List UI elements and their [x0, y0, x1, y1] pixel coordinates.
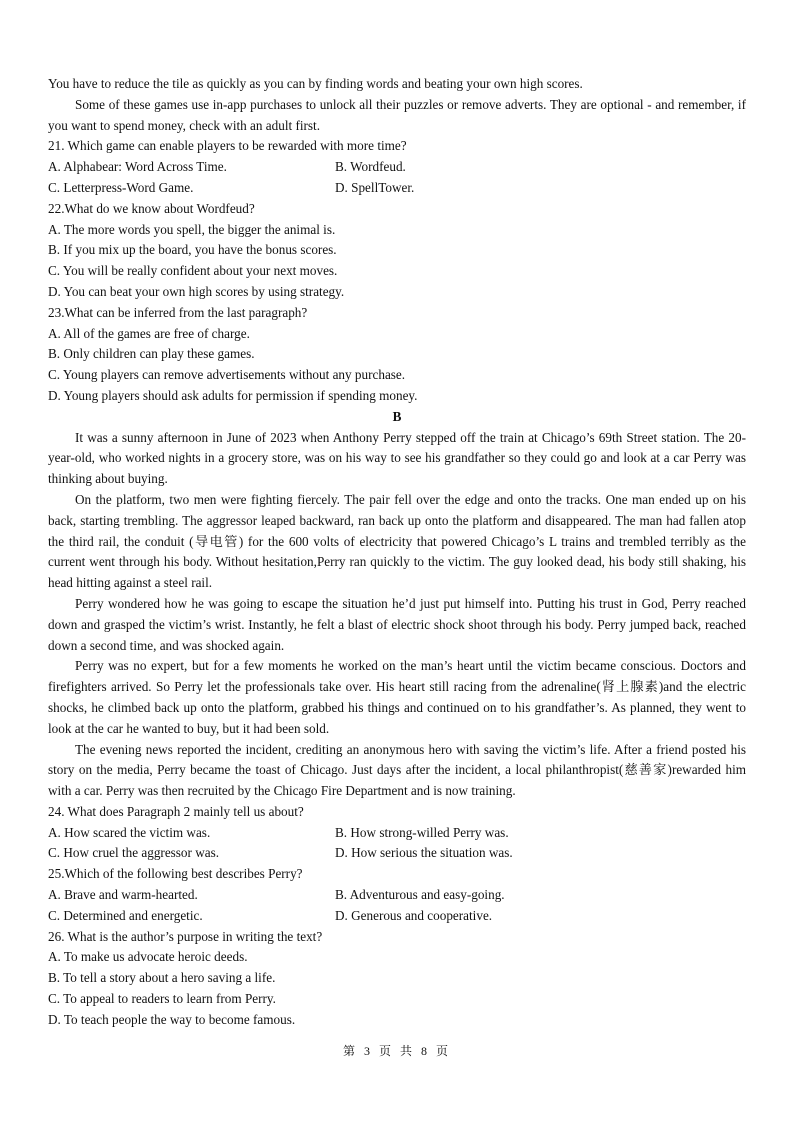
option-a: A. Alphabear: Word Across Time. [48, 159, 227, 175]
option-b: B. If you mix up the board, you have the bonus scores. [48, 242, 337, 258]
option-c: C. You will be really confident about your next moves. [48, 263, 338, 279]
option-b: B. To tell a story about a hero saving a life. [48, 970, 276, 986]
option-d: D. SpellTower. [335, 179, 415, 195]
option-d: D. Generous and cooperative. [335, 907, 493, 923]
option-a: A. To make us advocate heroic deeds. [48, 949, 248, 965]
passage-paragraph-3: Perry wondered how he was going to escape the situation he’d just put himself into. Putting his trust in God, Perry reached down and grasped the victim’s wrist. Instantly, he felt a blast of electric shock shoot through his body. Perry jumped back, reached down a second time, and was shocked again. [48, 595, 746, 653]
option-c: C. How cruel the aggressor was. [48, 845, 220, 861]
question-stem: 26. What is the author’s purpose in writing the text? [48, 928, 323, 944]
option-b: B. Adventurous and easy-going. [335, 887, 505, 903]
option-c: C. To appeal to readers to learn from Perry. [48, 991, 276, 1007]
question-25 [48, 864, 746, 926]
option-d: D. To teach people the way to become famous. [48, 1011, 296, 1027]
question-stem: 22.What do we know about Wordfeud? [48, 200, 255, 216]
option-d: D. How serious the situation was. [335, 845, 513, 861]
passage-paragraph-2: On the platform, two men were fighting fiercely. The pair fell over the edge and onto the tracks. One man ended up on his back, starting trembling. The aggressor leaped backward, ran back up onto the platform and disappeared. The man had fallen atop the third rail, the conduit (导电管) for the 600 volts of electricity that powered Chicago’s L trains and trembled terribly as the current went through his body. Without hesitation,Perry ran quickly to the victim. The guy looked dead, his body still shaking, his head hitting against a steel rail. [48, 491, 746, 591]
option-b: B. Only children can play these games. [48, 346, 255, 362]
option-c: C. Letterpress-Word Game. [48, 179, 194, 195]
option-d: D. You can beat your own high scores by using strategy. [48, 283, 345, 299]
question-21 [48, 136, 746, 198]
option-c: C. Young players can remove advertisements without any purchase. [48, 367, 406, 383]
passage-paragraph-4: Perry was no expert, but for a few moments he worked on the man’s heart until the victim became conscious. Doctors and firefighters arrived. So Perry let the professionals take over. His heart still racing from the adrenaline(肾上腺素)and the electric shocks, he climbed back up onto the platform, grabbed his things and continued on to his grandfather’s. As planned, they went to look at the car he wanted to buy, but it had been sold. [48, 658, 746, 736]
question-stem: 24. What does Paragraph 2 mainly tell us about? [48, 803, 304, 819]
question-stem: 25.Which of the following best describes Perry? [48, 866, 303, 882]
document-page [48, 74, 746, 1031]
option-d: D. Young players should ask adults for permission if spending money. [48, 387, 418, 403]
question-26 [48, 927, 746, 1031]
option-c: C. Determined and energetic. [48, 907, 203, 923]
section-title: B [392, 408, 402, 424]
passage-paragraph-1: It was a sunny afternoon in June of 2023 when Anthony Perry stepped off the train at Chicago’s 69th Street station. The 20-year-old, who worked nights in a grocery store, was on his way to see his grandfather so they could go and look at a car Perry was thinking about buying. [48, 429, 746, 487]
option-a: A. How scared the victim was. [48, 824, 211, 840]
passage-paragraph-5: The evening news reported the incident, crediting an anonymous hero with saving the victim’s life. After a friend posted his story on the media, Perry became the toast of Chicago. Just days after the incident, a local philanthropist(慈善家)rewarded him with a car. Perry was then recruited by the Chicago Fire Department and is now training. [48, 741, 746, 799]
page-number: 第 3 页 共 8 页 [342, 1044, 451, 1058]
intro-paragraph: Some of these games use in-app purchases to unlock all their puzzles or remove adverts. They are optional - and remember, if you want to spend money, check with an adult first. [48, 96, 746, 133]
option-a: A. All of the games are free of charge. [48, 325, 250, 341]
question-24 [48, 802, 746, 864]
intro-line: You have to reduce the tile as quickly as you can by finding words and beating your own high scores. [48, 76, 583, 91]
option-b: B. Wordfeud. [335, 159, 406, 175]
question-stem: 21. Which game can enable players to be rewarded with more time? [48, 138, 407, 154]
question-23 [48, 303, 746, 407]
question-22 [48, 199, 746, 303]
option-a: A. The more words you spell, the bigger the animal is. [48, 221, 336, 237]
option-b: B. How strong-willed Perry was. [335, 824, 509, 840]
question-stem: 23.What can be inferred from the last paragraph? [48, 304, 308, 320]
option-a: A. Brave and warm-hearted. [48, 887, 198, 903]
